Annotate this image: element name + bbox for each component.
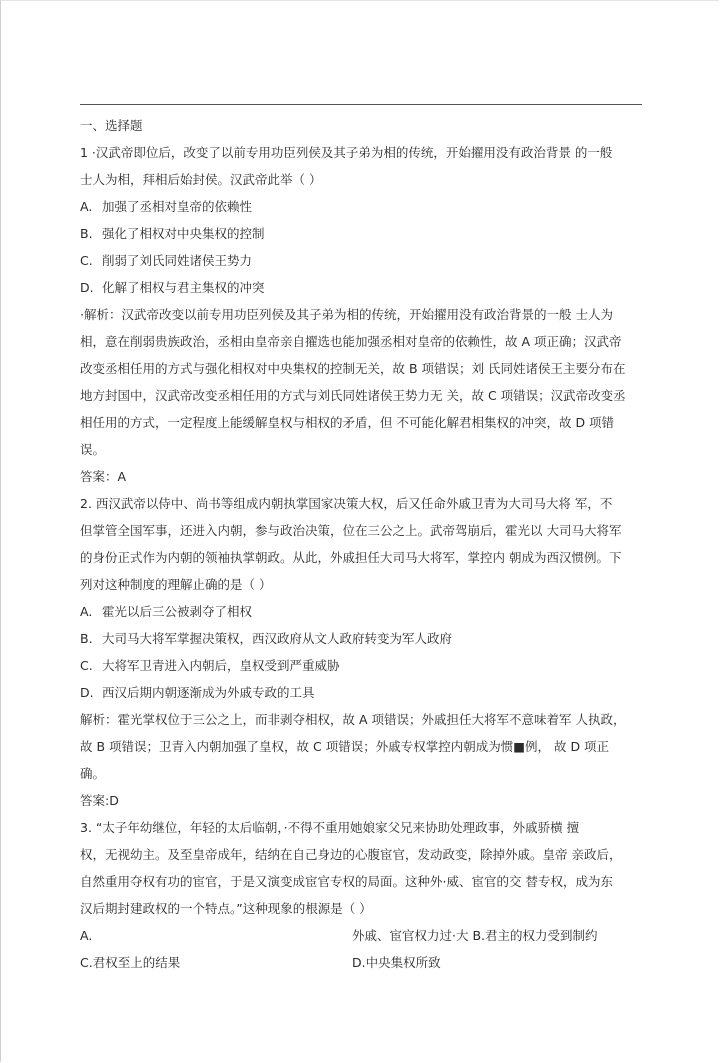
q2-analysis-line: 故 B 项错误；卫青入内朝加强了皇权，故 C 项错误；外戚专权掌控内朝成为惯■例， 故 D 项正 <box>80 739 610 754</box>
q3-stem-line-1: 3. “太子年幼继位，年轻的太后临朝，·不得不重用她娘家父兄来协助处理政事，外戚骄横 擅 <box>80 820 580 835</box>
q2-analysis-line: 确。 <box>80 766 106 781</box>
option-key: A. <box>80 199 93 214</box>
q3-option-c: C.君权至上的结果 <box>80 955 181 970</box>
q2-stem-line-2: 但掌管全国军事，还进入内朝，参与政治决策，位在三公之上。武帝驾崩后，霍光以 大司马大将军 <box>80 523 622 538</box>
option-key: B. <box>80 226 93 241</box>
q2-answer: 答案:D <box>80 793 119 808</box>
document-body <box>80 112 640 976</box>
q1-analysis-line: 相，意在削弱贵族政治，丞相由皇帝亲自擢选也能加强丞相对皇帝的依赖性，故 A 项正确；汉武帝 <box>80 334 622 349</box>
q1-stem-line-2: 士人为相，拜相后始封侯。汉武帝此举（ ） <box>80 172 322 187</box>
q1-analysis-line: 改变丞相任用的方式与强化相权对中央集权的控制无关，故 B 项错误；刘 氏同姓诸侯王主要分布在 <box>80 361 626 376</box>
option-text: 西汉后期内朝逐渐成为外戚专政的工具 <box>102 685 315 700</box>
q2-option-c <box>80 652 640 679</box>
q2-stem-line-3: 的身份正式作为内朝的领袖执掌朝政。从此，外戚担任大司马大将军，掌控内 朝成为西汉惯例。下 <box>80 550 622 565</box>
q3-option-d: D.中央集权所致 <box>352 955 441 970</box>
q1-option-d <box>80 274 640 301</box>
q3-option-a-b-text: 外戚、宦官权力过·大 B.君主的权力受到制约 <box>352 928 598 943</box>
q3-options-row-2 <box>80 949 640 976</box>
option-text: 化解了相权与君主集权的冲突 <box>102 280 265 295</box>
q2-option-b <box>80 625 640 652</box>
section-title: 一、选择题 <box>80 118 143 133</box>
q2-analysis-line: 解析：霍光掌权位于三公之上，而非剥夺相权，故 A 项错误；外戚担任大将军不意味着军 人执政， <box>80 712 626 727</box>
option-text: 霍光以后三公被剥夺了相权 <box>102 604 253 619</box>
option-key: B. <box>80 631 93 646</box>
q2-stem-line-1: 2. 西汉武帝以侍中、尚书等组成内朝执掌国家决策大权，后又任命外戚卫青为大司马大将 军，不 <box>80 496 613 511</box>
option-text: 大司马大将军掌握决策权，西汉政府从文人政府转变为军人政府 <box>102 631 453 646</box>
q3-option-a-key: A. <box>80 928 93 943</box>
q1-analysis-line: 相任用的方式，一定程度上能缓解皇权与相权的矛盾，但 不可能化解君相集权的冲突，故 D 项错 <box>80 415 615 430</box>
q1-analysis-line: 误。 <box>80 442 106 457</box>
option-text: 削弱了刘氏同姓诸侯王势力 <box>102 253 253 268</box>
option-key: C. <box>80 658 93 673</box>
q2-option-d <box>80 679 640 706</box>
q3-stem-line-3: 自然重用夺权有功的宦官，于是又演变成宦官专权的局面。这种外·威、宦官的交 替专权，成为东 <box>80 874 613 889</box>
q3-options-row-1 <box>80 922 640 949</box>
option-text: 强化了相权对中央集权的控制 <box>102 226 265 241</box>
option-text: 大将军卫青进入内朝后，皇权受到严重威胁 <box>102 658 340 673</box>
q1-option-c <box>80 247 640 274</box>
q1-analysis-line: ·解析：汉武帝改变以前专用功臣列侯及其子弟为相的传统，开始擢用没有政治背景的一般 士人为 <box>80 307 613 322</box>
q1-stem-line-1: 1 ·汉武帝即位后，改变了以前专用功臣列侯及其子弟为相的传统，开始擢用没有政治背景 的一般 <box>80 145 613 160</box>
q1-answer: 答案：A <box>80 469 127 484</box>
header-rule <box>80 104 642 105</box>
q1-option-a <box>80 193 640 220</box>
q1-analysis-line: 地方封国中，汉武帝改变丞相任用的方式与刘氏同姓诸侯王势力无 关，故 C 项错误；汉武帝改变丞 <box>80 388 626 403</box>
option-key: D. <box>80 280 94 295</box>
option-key: D. <box>80 685 94 700</box>
q2-stem-line-4: 列对这种制度的理解止确的是（ ） <box>80 577 272 592</box>
q3-stem-line-2: 权，无视幼主。及至皇帝成年，结纳在自己身边的心腹宦官，发动政变，除掉外戚。皇帝 亲政后， <box>80 847 622 862</box>
option-key: A. <box>80 604 93 619</box>
q1-option-b <box>80 220 640 247</box>
q2-option-a <box>80 598 640 625</box>
q3-stem-line-4: 汉后期封建政权的一个特点。”这种现象的根源是（ ） <box>80 901 372 916</box>
option-key: C. <box>80 253 93 268</box>
option-text: 加强了丞相对皇帝的依赖性 <box>102 199 253 214</box>
